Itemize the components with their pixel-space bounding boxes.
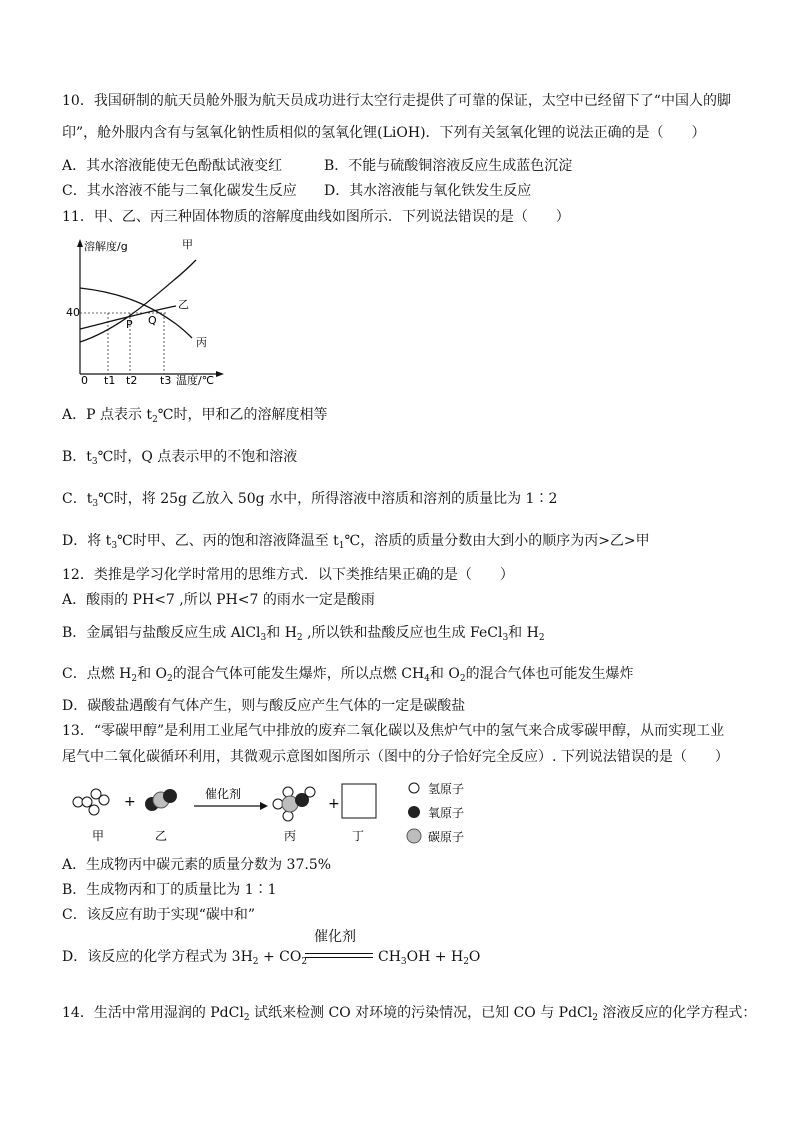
- label-bing: 丙: [284, 829, 297, 843]
- legend-oxygen: 氧原子: [428, 806, 465, 820]
- q10-stem-line1: 10．我国研制的航天员舱外服为航天员成功进行太空行走提供了可靠的保证，太空中已经留下了“中国人的脚: [62, 93, 731, 109]
- series-label-jia: 甲: [182, 238, 193, 251]
- y-axis-arrow: [77, 239, 83, 247]
- equation-double-line: [305, 953, 373, 958]
- q13-stem-line1: 13．“零碳甲醇”是利用工业尾气中排放的废弃二氧化碳以及焦炉气中的氢气来合成零碳甲醇，从而实现工业: [62, 723, 725, 739]
- series-label-bing: 丙: [196, 336, 207, 349]
- label-yi: 乙: [155, 829, 168, 843]
- x-tick-t3: t3: [160, 374, 172, 387]
- equation-catalyst-label: 催化剂: [314, 929, 356, 945]
- q10-option-b: B．不能与硫酸铜溶液反应生成蓝色沉淀: [324, 158, 573, 174]
- q10-stem-line2: 印”，舱外服内含有与氢氧化钠性质相似的氢氧化锂(LiOH)．下列有关氢氧化锂的说法正确的是（ ）: [62, 125, 706, 141]
- label-jia: 甲: [92, 829, 105, 843]
- q12-option-d: D．碳酸盐遇酸有气体产生，则与酸反应产生气体的一定是碳酸盐: [62, 698, 466, 714]
- q12-option-a: A．酸雨的 PH<7 ,所以 PH<7 的雨水一定是酸雨: [62, 592, 375, 608]
- x-tick-t2: t2: [126, 374, 138, 387]
- q11-option-c: C．$t_3℃$时，将 25g 乙放入 50g 水中，所得溶液中溶质和溶剂的质量比为 1∶2: [62, 491, 558, 509]
- q11-option-b: B．$t_3℃$时，Q 点表示甲的不饱和溶液: [62, 449, 298, 467]
- reaction-arrow-head: [260, 802, 268, 810]
- legend-oxygen-icon: [408, 806, 420, 818]
- series-label-yi: 乙: [178, 298, 189, 311]
- plus-sign-2: +: [328, 796, 340, 812]
- plus-sign-1: +: [124, 794, 136, 810]
- legend-carbon-icon: [407, 829, 421, 843]
- point-p-label: P: [126, 318, 133, 331]
- product-ding-box: [342, 784, 376, 818]
- q13-option-d-products: $CH_3OH + H_2O$: [378, 949, 481, 967]
- q13-option-a: A．生成物丙中碳元素的质量分数为 37.5%: [62, 857, 332, 873]
- q10-option-a: A．其水溶液能使无色酚酞试液变红: [62, 158, 283, 174]
- x-axis-arrow: [216, 371, 224, 377]
- q11-stem: 11．甲、乙、丙三种固体物质的溶解度曲线如图所示．下列说法错误的是（ ）: [62, 209, 570, 225]
- legend-hydrogen-icon: [409, 783, 419, 793]
- reactant-yi-molecule: [145, 789, 177, 811]
- q12-stem: 12．类推是学习化学时常用的思维方式．以下类推结果正确的是（ ）: [62, 567, 514, 583]
- q10-option-c: C．其水溶液不能与二氧化碳发生反应: [62, 183, 297, 199]
- catalyst-label: 催化剂: [205, 787, 242, 801]
- q11-option-a: A．P 点表示 $t_2℃$时，甲和乙的溶解度相等: [62, 407, 328, 425]
- q13-stem-line2: 尾气中二氧化碳循环利用，其微观示意图如图所示（图中的分子恰好完全反应）. 下列说法错误的是（ ）: [62, 749, 729, 765]
- legend-hydrogen: 氢原子: [428, 782, 465, 796]
- q14-stem: 14．生活中常用湿润的 PdCl$_2$ 试纸来检测 CO 对环境的污染情况，已知 CO 与 PdCl$_2$ 溶液反应的化学方程式：: [62, 1005, 757, 1023]
- y-axis-label: 溶解度/g: [84, 240, 128, 253]
- legend-carbon: 碳原子: [428, 830, 465, 844]
- q11-option-d: D．将 $t_3℃$时甲、乙、丙的饱和溶液降温至 $t_1℃$，溶质的质量分数由大到小的顺序为丙>乙>甲: [62, 533, 650, 551]
- q13-option-b: B．生成物丙和丁的质量比为 1∶1: [62, 882, 277, 898]
- x-tick-0: 0: [81, 374, 88, 387]
- q13-option-c: C．该反应有助于实现“碳中和”: [62, 907, 256, 923]
- product-bing-molecule: [273, 787, 315, 821]
- solubility-curve-figure: [66, 234, 236, 390]
- point-q-label: Q: [148, 314, 157, 327]
- q12-option-c: C．点燃 $H_2$和 $O_2$的混合气体可能发生爆炸，所以点燃 $CH_4$和 $O_2$的混合气体也可能发生爆炸: [62, 666, 634, 684]
- q13-option-d: D．该反应的化学方程式为 $3H_2 + CO_2$: [62, 949, 308, 967]
- y-tick-40: 40: [66, 306, 80, 319]
- q10-option-d: D．其水溶液能与氧化铁发生反应: [324, 183, 532, 199]
- x-axis-label: 温度/℃: [176, 374, 215, 387]
- label-ding: 丁: [352, 829, 365, 843]
- q12-option-b: B．金属铝与盐酸反应生成 AlCl$_3$和 $H_2$ ,所以铁和盐酸反应也生成 FeCl$_3$和 $H_2$: [62, 625, 545, 643]
- x-tick-t1: t1: [104, 374, 116, 387]
- reaction-diagram: [66, 776, 486, 850]
- reactant-jia-molecules: [73, 789, 109, 815]
